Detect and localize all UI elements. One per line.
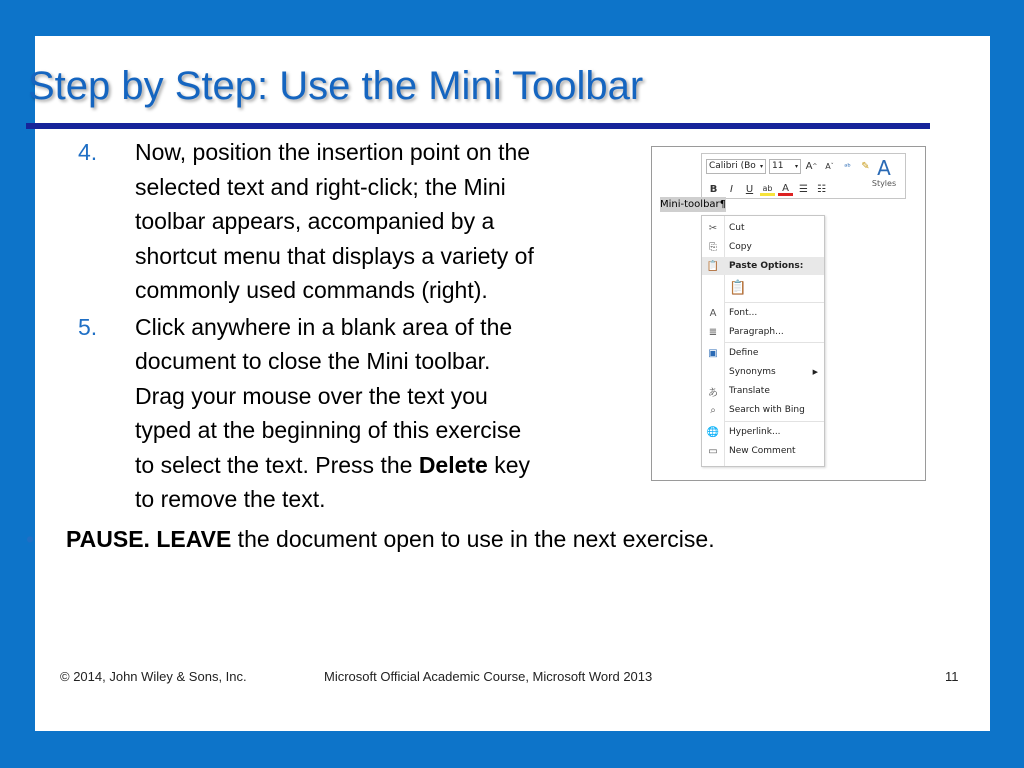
step-line: commonly used commands (right).: [135, 277, 488, 303]
chevron-down-icon: ▾: [794, 163, 798, 170]
scissors-icon: ✂: [708, 222, 718, 234]
menu-item-copy[interactable]: ⎘ Copy: [702, 238, 824, 256]
step-line: selected text and right-click; the Mini: [135, 173, 506, 200]
step-line: Click anywhere in a blank area of the: [135, 313, 513, 340]
change-case-icon[interactable]: ᵃᵇ: [844, 162, 851, 171]
step-line: document to close the Mini toolbar.: [135, 348, 491, 374]
define-icon: ▣: [708, 347, 718, 359]
step-number: 4.: [78, 139, 98, 165]
context-menu: [701, 215, 825, 467]
pause-rest-text: the document open to use in the next exercise.: [231, 526, 715, 552]
step-line: shortcut menu that displays a variety of: [135, 242, 534, 269]
step-line: typed at the beginning of this exercise: [135, 417, 522, 443]
step-list: [72, 135, 632, 519]
menu-item-font[interactable]: A Font...: [702, 304, 824, 322]
font-name-box[interactable]: [706, 159, 766, 174]
step-line: [135, 448, 632, 483]
bullets-icon[interactable]: ☰: [799, 184, 808, 195]
step-number: 5.: [78, 313, 98, 340]
menu-separator: [725, 342, 824, 343]
step-line-text: key: [487, 451, 531, 478]
menu-separator: [725, 421, 824, 422]
page-number: 11: [945, 669, 959, 684]
menu-item-hyperlink[interactable]: 🌐 Hyperlink...: [702, 423, 824, 441]
font-size-box[interactable]: [769, 159, 801, 174]
step-text: [135, 135, 632, 308]
pause-leave-text: PAUSE. LEAVE: [66, 526, 232, 552]
font-color-icon[interactable]: A: [778, 183, 793, 196]
styles-label: Styles: [871, 179, 897, 188]
menu-item-paragraph[interactable]: ≣ Paragraph...: [702, 323, 824, 341]
menu-item-define[interactable]: ▣ Define: [702, 344, 824, 362]
step-5: [72, 310, 632, 517]
toolbar-row-font: [706, 158, 873, 175]
menu-item-translate[interactable]: あ Translate: [702, 382, 824, 400]
menu-item-cut[interactable]: ✂ Cut: [702, 219, 824, 237]
paragraph-icon: ≣: [708, 326, 718, 338]
numbering-icon[interactable]: ☷: [817, 184, 826, 195]
font-name-value: Calibri (Bo: [709, 161, 756, 171]
grow-font-icon[interactable]: A ^: [805, 161, 818, 172]
menu-item-paste-options[interactable]: 📋 Paste Options:: [702, 257, 824, 275]
highlight-icon[interactable]: ab: [760, 183, 775, 196]
comment-icon: ▭: [708, 445, 718, 457]
footer-copyright: © 2014, John Wiley & Sons, Inc.: [60, 669, 247, 684]
copy-icon: ⎘: [709, 241, 717, 253]
search-icon: ⌕: [710, 404, 716, 416]
mini-toolbar: [701, 153, 906, 199]
bullet-icon: •: [26, 526, 35, 552]
title-divider: [26, 123, 930, 129]
shrink-font-icon[interactable]: A ˇ: [825, 162, 834, 171]
step-line: toolbar appears, accompanied by a: [135, 208, 495, 234]
mini-toolbar-text: [660, 199, 726, 210]
step-line-text: to select the text. Press the: [135, 451, 419, 478]
translate-icon: あ: [708, 387, 718, 399]
pause-bullet: [22, 522, 715, 556]
step-line: Drag your mouse over the text you: [135, 382, 488, 409]
bold-icon[interactable]: B: [709, 184, 718, 195]
step-line: to remove the text.: [135, 486, 326, 512]
format-painter-icon[interactable]: ✎: [861, 161, 870, 172]
menu-separator: [725, 302, 824, 303]
toolbar-row-format: [706, 181, 829, 198]
styles-button[interactable]: [869, 157, 899, 188]
clipboard-icon: 📋: [706, 260, 720, 272]
step-4: [72, 135, 632, 308]
footer-course: Microsoft Official Academic Course, Microsoft Word 2013: [324, 669, 653, 684]
paste-keep-text-option[interactable]: [702, 276, 824, 300]
delete-key-text: Delete: [418, 451, 488, 478]
menu-item-synonyms[interactable]: Synonyms ▶: [729, 367, 818, 377]
chevron-right-icon: ▶: [812, 368, 818, 376]
mini-toolbar-screenshot: [651, 146, 926, 481]
underline-icon[interactable]: U: [745, 184, 754, 195]
hyperlink-icon: 🌐: [706, 426, 720, 438]
slide-title: Step by Step: Use the Mini Toolbar: [28, 64, 644, 108]
font-size-value: 11: [772, 161, 784, 171]
menu-item-new-comment[interactable]: ▭ New Comment: [702, 442, 824, 460]
step-line: Now, position the insertion point on the: [135, 139, 531, 165]
font-icon: A: [709, 307, 717, 319]
chevron-down-icon: ▾: [759, 163, 763, 170]
step-text: [135, 310, 632, 517]
menu-item-search-bing[interactable]: ⌕ Search with Bing: [702, 401, 824, 419]
selected-text: Mini-toolbar¶: [660, 199, 727, 210]
paste-icon: 📋: [729, 280, 747, 296]
italic-icon[interactable]: I: [730, 184, 733, 195]
styles-icon: A: [877, 156, 891, 180]
